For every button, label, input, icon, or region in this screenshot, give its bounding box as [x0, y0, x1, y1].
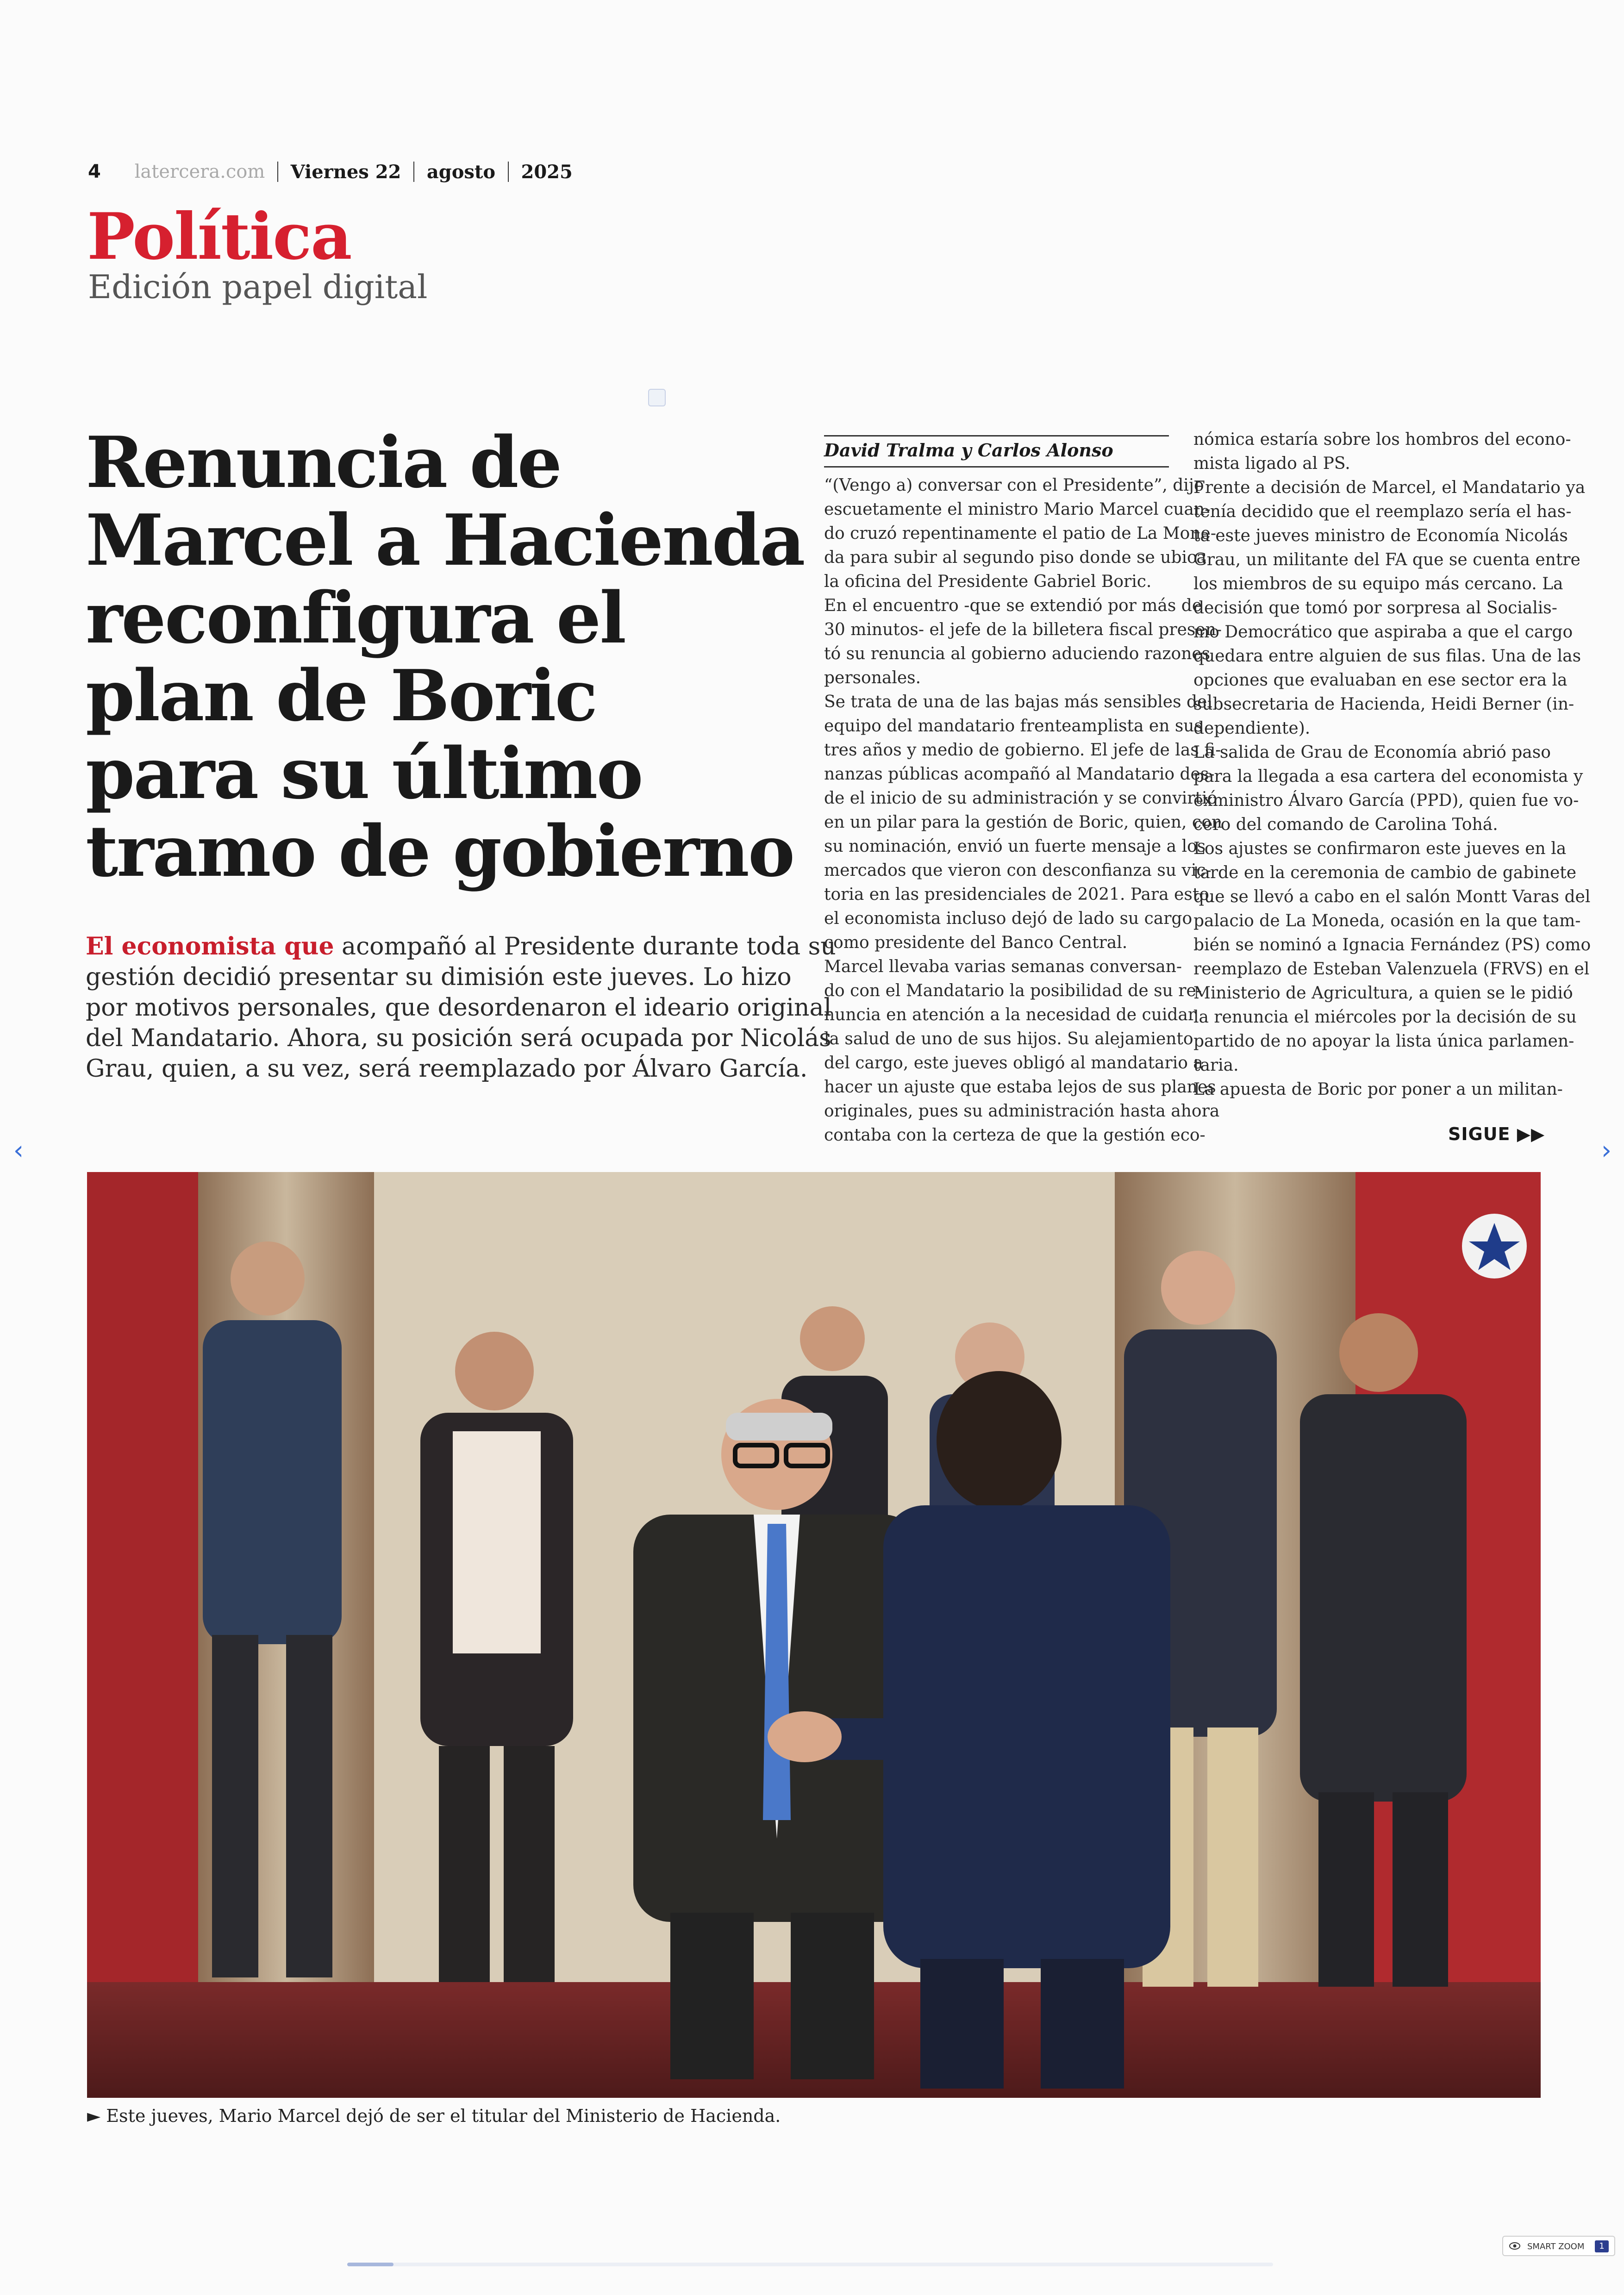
article-photo [87, 1172, 1541, 2098]
deck-line [86, 931, 836, 962]
chevron-left-icon: ‹ [13, 1135, 24, 1166]
body-text-line: de el inicio de su administración y se convirtió [824, 789, 1218, 808]
page-progress-bar[interactable] [347, 2263, 1273, 2266]
body-text-line: La apuesta de Boric por poner a un militan- [1193, 1080, 1563, 1099]
body-text-line: 30 minutos- el jefe de la billetera fiscal presen- [824, 620, 1222, 639]
body-text-line: Se trata de una de las bajas más sensibles del [824, 692, 1212, 711]
body-text-line: el economista incluso dejó de lado su cargo [824, 909, 1193, 928]
body-text-line: equipo del mandatario frenteamplista en sus [824, 717, 1203, 736]
page-marker-icon[interactable] [648, 389, 666, 406]
folio-day: Viernes 22 [290, 161, 401, 183]
body-text-line: toria en las presidenciales de 2021. Para esto, [824, 885, 1215, 904]
body-text-line: decisión que tomó por sorpresa al Socialis- [1193, 599, 1557, 617]
headline-line: reconfigura el [86, 576, 625, 659]
body-text-line: Grau, un militante del FA que se cuenta entre [1193, 550, 1580, 569]
folio-line [88, 160, 573, 187]
body-text-line: reemplazo de Esteban Valenzuela (FRVS) en el [1193, 960, 1590, 979]
smart-zoom-button[interactable] [1502, 2236, 1615, 2256]
body-text-line: tenía decidido que el reemplazo sería el has- [1193, 502, 1572, 521]
handshake [768, 1711, 842, 1762]
body-text-line: quedara entre alguien de sus filas. Una de las [1193, 647, 1581, 666]
body-text-line: la oficina del Presidente Gabriel Boric. [824, 572, 1152, 591]
body-text-line: Ministerio de Agricultura, a quien se le pidió [1193, 984, 1573, 1003]
body-text-line: da para subir al segundo piso donde se ubica [824, 548, 1206, 567]
article-byline: David Tralma y Carlos Alonso [824, 435, 1169, 468]
body-text-line: originales, pues su administración hasta ahora [824, 1102, 1220, 1121]
folio-month: agosto [426, 161, 496, 183]
body-text-line: tarde en la ceremonia de cambio de gabinete [1193, 863, 1577, 882]
body-column-2 [1193, 428, 1591, 1102]
headline-line: Marcel a Hacienda [86, 499, 804, 581]
body-text-line: en un pilar para la gestión de Boric, quien, con [824, 813, 1222, 832]
article-deck [86, 931, 836, 1084]
body-text-line: cero del comando de Carolina Tohá. [1193, 815, 1498, 834]
body-text-line: mo Democrático que aspiraba a que el cargo [1193, 623, 1573, 642]
body-text-line: nanzas públicas acompañó al Mandatario des- [824, 765, 1215, 784]
body-text-line: En el encuentro -que se extendió por más de [824, 596, 1202, 615]
photo-caption: ► Este jueves, Mario Marcel dejó de ser el titular del Ministerio de Hacienda. [87, 2106, 781, 2126]
body-text-line: que se llevó a cabo en el salón Montt Varas del [1193, 887, 1591, 906]
deck-kicker: El economista que [86, 932, 334, 960]
body-text-line: palacio de La Moneda, ocasión en la que tam- [1193, 911, 1581, 930]
body-text-line: contaba con la certeza de que la gestión eco- [824, 1126, 1206, 1145]
next-page-button[interactable] [1597, 1137, 1616, 1165]
ceremony-photo-illustration [87, 1172, 1541, 2098]
body-text-line: mista ligado al PS. [1193, 454, 1350, 473]
body-text-line: nuncia en atención a la necesidad de cuidar [824, 1005, 1196, 1024]
body-text-line: mercados que vieron con desconfianza su vic- [824, 861, 1212, 880]
body-text-line: personales. [824, 668, 921, 687]
headline-line: para su último [86, 732, 642, 815]
body-text-line: bién se nominó a Ignacia Fernández (PS) como [1193, 935, 1591, 954]
body-text-line: opciones que evaluaban en ese sector era la [1193, 671, 1568, 690]
deck-line: por motivos personales, que desordenaron el ideario original [86, 994, 832, 1022]
deck-text: acompañó al Presidente durante toda su [334, 933, 836, 960]
body-text-line: la renuncia el miércoles por la decisión de su [1193, 1008, 1577, 1027]
body-text-line: hacer un ajuste que estaba lejos de sus planes [824, 1078, 1216, 1097]
prev-page-button[interactable] [9, 1137, 28, 1165]
body-text-line: partido de no apoyar la lista única parlamen- [1193, 1032, 1574, 1051]
article-headline [86, 421, 804, 892]
body-text-line: Los ajustes se confirmaron este jueves en la [1193, 839, 1567, 858]
folio-divider [277, 162, 278, 182]
section-subtitle: Edición papel digital [88, 268, 428, 306]
body-text-line: ta este jueves ministro de Economía Nicolás [1193, 526, 1568, 545]
body-text-line: su nominación, envió un fuerte mensaje a los [824, 837, 1206, 856]
body-text-line: para la llegada a esa cartera del economista y [1193, 767, 1583, 786]
smart-zoom-badge: 1 [1595, 2240, 1609, 2252]
body-text-line: Frente a decisión de Marcel, el Mandatario ya [1193, 478, 1586, 497]
eye-icon [1509, 2241, 1521, 2251]
body-text-line: como presidente del Banco Central. [824, 933, 1128, 952]
folio-divider [413, 162, 414, 182]
body-text-line: taria. [1193, 1056, 1239, 1075]
folio-divider [508, 162, 509, 182]
body-text-line: tó su renuncia al gobierno aduciendo razones [824, 644, 1211, 663]
body-text-line: subsecretaria de Hacienda, Heidi Berner (in- [1193, 695, 1574, 714]
body-text-line: la salud de uno de sus hijos. Su alejamiento [824, 1029, 1193, 1048]
deck-line: Grau, quien, a su vez, será reemplazado por Álvaro García. [86, 1055, 808, 1083]
headline-line: plan de Boric [86, 654, 597, 737]
headline-line: Renuncia de [86, 421, 561, 504]
body-text-line: los miembros de su equipo más cercano. La [1193, 574, 1563, 593]
body-text-line: escuetamente el ministro Mario Marcel cuan- [824, 500, 1211, 519]
body-text-line: nómica estaría sobre los hombros del econo- [1193, 430, 1571, 449]
page-progress-fill [347, 2263, 394, 2266]
chevron-right-icon: › [1601, 1135, 1612, 1166]
continue-marker[interactable]: SIGUE ▶▶ [1448, 1124, 1545, 1144]
smart-zoom-label: SMART ZOOM [1527, 2242, 1585, 2251]
body-text-line: del cargo, este jueves obligó al mandatario a [824, 1054, 1203, 1073]
section-title: Política [87, 199, 351, 274]
body-text-line: do cruzó repentinamente el patio de La Mone- [824, 524, 1216, 543]
deck-line: gestión decidió presentar su dimisión este jueves. Lo hizo [86, 963, 792, 991]
page-number: 4 [88, 161, 101, 182]
headline-line: tramo de gobierno [86, 810, 794, 892]
body-text-line: do con el Mandatario la posibilidad de su re- [824, 981, 1202, 1000]
body-text-line: exministro Álvaro García (PPD), quien fue vo- [1193, 791, 1579, 810]
body-text-line: tres años y medio de gobierno. El jefe de las fi- [824, 741, 1221, 760]
body-text-line: “(Vengo a) conversar con el Presidente”, dijo [824, 476, 1204, 495]
folio-year: 2025 [521, 161, 573, 183]
body-text-line: La salida de Grau de Economía abrió paso [1193, 743, 1551, 762]
body-text-line: Marcel llevaba varias semanas conversan- [824, 957, 1182, 976]
site-name: latercera.com [134, 161, 265, 182]
deck-line: del Mandatario. Ahora, su posición será ocupada por Nicolás [86, 1024, 831, 1052]
body-text-line: dependiente). [1193, 719, 1311, 738]
